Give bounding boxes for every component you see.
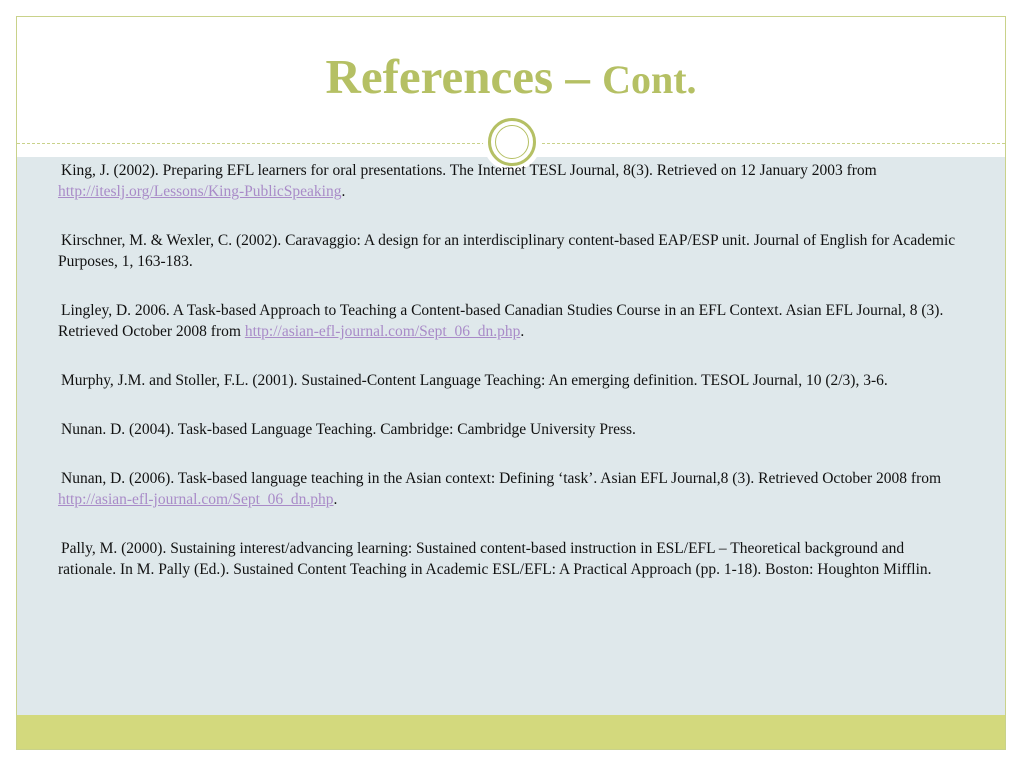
page-title: [17, 49, 1005, 108]
reference-item: [58, 160, 964, 202]
reference-text: Murphy, J.M. and Stoller, F.L. (2001). Sustained-Content Language Teaching: An emerging definition. TESOL Journal, 10 (2/3), 3-6.: [61, 372, 888, 389]
reference-text: Pally, M. (2000). Sustaining interest/advancing learning: Sustained content-based instruction in ESL/EFL – Theoretical background and rationale. In M. Pally (Ed.). Sustained Content Teaching in Academic ESL/EFL: A Practical Approach (pp. 1-18). Boston: Houghton Mifflin.: [58, 540, 932, 578]
reference-text-end: .: [333, 491, 338, 508]
reference-text: Lingley, D. 2006. A Task-based Approach to Teaching a Content-based Canadian Studies Course in an EFL Context. Asian EFL Journal, 8 (3). Retrieved October 2008 from: [58, 302, 944, 340]
reference-link[interactable]: http://asian-efl-journal.com/Sept_06_dn.php: [244, 323, 521, 340]
reference-item: [58, 370, 964, 391]
ornament-outer-ring: [488, 118, 536, 166]
reference-text: Nunan, D. (2006). Task-based language teaching in the Asian context: Defining ‘task’. Asian EFL Journal,8 (3). Retrieved October 2008 from: [61, 470, 942, 487]
reference-text-end: .: [520, 323, 525, 340]
reference-item: [58, 230, 964, 272]
reference-item: [58, 300, 964, 342]
reference-text: King, J. (2002). Preparing EFL learners for oral presentations. The Internet TESL Journal, 8(3). Retrieved on 12 January 2003 from: [61, 162, 877, 179]
reference-item: [58, 468, 964, 510]
ornament-inner-ring: [495, 125, 529, 159]
reference-text: Nunan. D. (2004). Task-based Language Teaching. Cambridge: Cambridge University Press.: [61, 421, 636, 438]
title-main: References: [325, 49, 554, 104]
reference-list: [58, 160, 964, 608]
reference-text-end: .: [341, 183, 346, 200]
bottom-bar: [17, 715, 1005, 750]
reference-item: [58, 538, 964, 580]
title-cont: Cont.: [602, 57, 697, 102]
reference-link[interactable]: http://asian-efl-journal.com/Sept_06_dn.php: [58, 491, 334, 508]
title-dash: –: [565, 49, 590, 104]
reference-text: Kirschner, M. & Wexler, C. (2002). Caravaggio: A design for an interdisciplinary content-based EAP/ESP unit. Journal of English for Academic Purposes, 1, 163-183.: [58, 232, 956, 270]
reference-item: [58, 419, 964, 440]
reference-link[interactable]: http://iteslj.org/Lessons/King-PublicSpeaking: [58, 183, 342, 200]
